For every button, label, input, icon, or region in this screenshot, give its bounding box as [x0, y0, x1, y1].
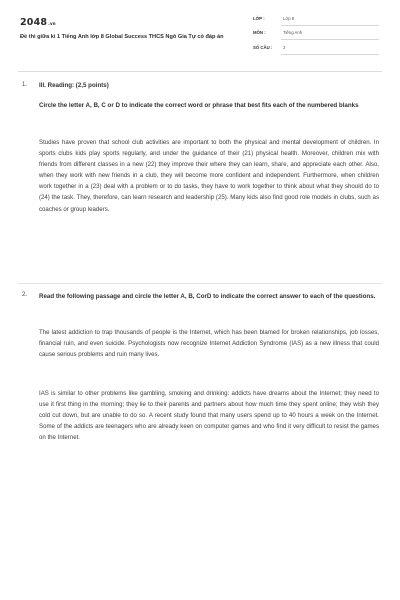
- meta-underline: [281, 25, 379, 26]
- meta-field-subject: [253, 28, 379, 40]
- meta-field-question-count: [253, 43, 379, 55]
- passage-paragraph: Studies have proven that school club activities are important to both the physical and mental development of children. In sports clubs kids play sports regularly, and under the guidance of their (21) physical health. Moreover, children mix with friends from different classes in a new (22) they improve their where they can learn, share, and appreciate each other. Also, when they work with new friends in a club, they will become more confident and independent. Furthermore, when children work together in a (23) deal with a problem or to do tasks, they have to work together to think about what they should do to (24) the task. They, therefore, can learn research and leadership (25). Many kids also find good role models in clubs, such as coaches or group leaders.: [39, 139, 379, 213]
- meta-label: SỐ CÂU :: [253, 45, 273, 50]
- meta-value: 2: [283, 45, 286, 50]
- meta-field-grade: [253, 14, 379, 26]
- question-number: 2.: [22, 292, 28, 298]
- meta-underline: [281, 54, 379, 55]
- question-number: 1.: [22, 82, 28, 88]
- passage-paragraph: The latest addiction to trap thousands of people is the Internet, which has been blamed for broken relationships, job losses, financial ruin, and even suicide. Psychologists now recognize Internet Addiction Syndrome (IAS) as a new illness that could cause serious problems and ruin many lives.: [39, 329, 379, 359]
- question-instruction: Read the following passage and circle the letter A, B, CorD to indicate the correct answer to each of the questions.: [39, 293, 376, 300]
- logo-main: 2048: [20, 17, 48, 28]
- passage-paragraph: IAS is similar to other problems like gambling, smoking and drinking: addicts have dreams about the Internet; they need to use it first thing in the morning; they lie to their parents and partners about how much time they spent online; they wish they cold cut down, but are unable to do so. A recent study found that many users spend up to 40 hours a week on the Internet. Some of the addicts are teenagers who are already keen on computer games and who find it very difficult to resist the games on the Internet.: [39, 390, 379, 442]
- question-divider: [18, 283, 382, 284]
- document-title: Đề thi giữa kì 1 Tiếng Anh lớp 8 Global Success THCS Ngô Gia Tự có đáp án: [20, 34, 224, 40]
- meta-value: Lớp 8: [283, 16, 295, 21]
- site-logo[interactable]: [20, 17, 56, 28]
- document-header: [0, 0, 400, 72]
- logo-suffix: .vn: [48, 21, 56, 26]
- meta-underline: [281, 39, 379, 40]
- meta-value: Tiếng Anh: [283, 30, 303, 35]
- meta-label: MÔN :: [253, 30, 266, 35]
- header-divider: [18, 71, 382, 72]
- meta-label: LỚP :: [253, 16, 265, 21]
- question-instruction: Circle the letter A, B, C or D to indicate the correct word or phrase that best fits each of the numbered blanks: [39, 102, 359, 109]
- question-heading: III. Reading: (2,5 points): [39, 82, 109, 89]
